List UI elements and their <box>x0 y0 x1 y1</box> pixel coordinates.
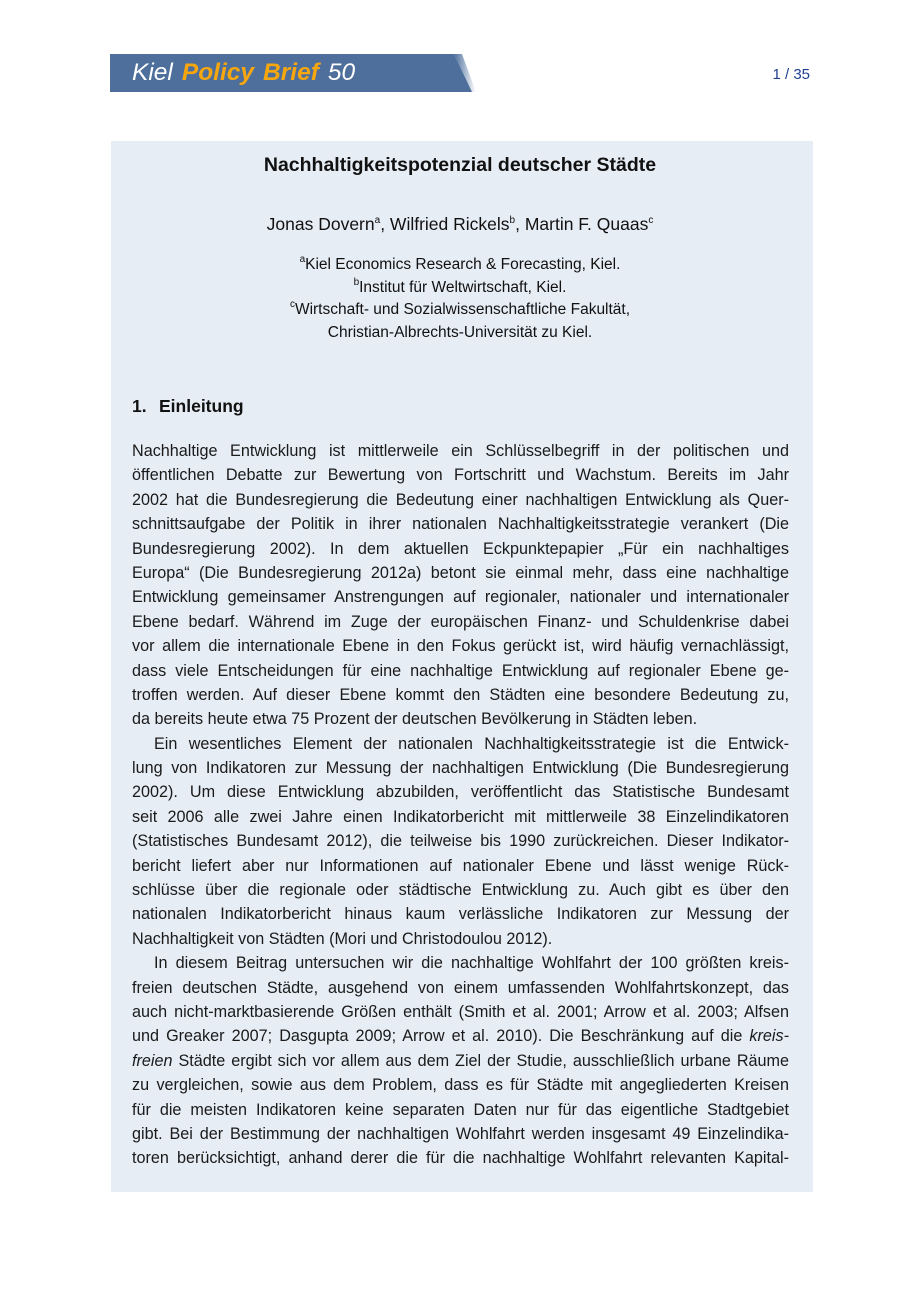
text-line: für die meisten Indikatoren keine separaten Daten nur für das eigentliche Stadtgebiet <box>132 1100 789 1119</box>
text-line: Europa“ (Die Bundesregierung 2012a) betont sie einmal mehr, dass eine nachhaltige <box>132 563 789 582</box>
text-line: Nachhaltige Entwicklung ist mittlerweile ein Schlüsselbegriff in der politischen und <box>132 442 789 460</box>
section-heading <box>132 396 244 417</box>
text-line: da bereits heute etwa 75 Prozent der deutschen Bevölkerung in Städten leben. <box>132 710 698 729</box>
text-line: Nachhaltigkeit von Städten (Mori und Christodoulou 2012). <box>132 929 553 948</box>
page-number: 1 / 35 <box>772 66 810 83</box>
section-number: 1. <box>132 396 147 416</box>
affiliation: Christian-Albrechts-Universität zu Kiel. <box>327 323 593 341</box>
author-separator: , <box>515 214 525 234</box>
text-line: 2002 hat die Bundesregierung die Bedeutung einer nachhaltigen Entwicklung als Quer- <box>132 490 789 509</box>
series-banner <box>110 54 476 92</box>
text-line: schnittsaufgabe der Politik in ihrer nationalen Nachhaltigkeitsstrategie verankert (Die <box>132 515 789 534</box>
affiliation-list <box>0 254 920 344</box>
text-line: 2002). Um diese Entwicklung abzubilden, veröffentlicht das Statistische Bundesamt <box>132 783 789 802</box>
text-line: toren berücksichtigt, anhand derer die für die nachhaltige Wohlfahrt relevanten Kapital- <box>132 1149 789 1168</box>
author-affil-mark: c <box>648 215 654 226</box>
text-line: schlüsse über die regionale oder städtische Entwicklung zu. Auch gibt es über den <box>132 881 789 900</box>
banner-issue-number: 50 <box>327 59 356 86</box>
banner-word-policy: Policy <box>181 59 255 86</box>
affiliation: $^a$Kiel Economics Research & Forecasting, Kiel. <box>299 254 621 273</box>
banner-word-kiel: Kiel <box>132 59 173 86</box>
text-line: seit 2006 alle zwei Jahre einen Indikatorbericht mit mittlerweile 38 Einzelindikatoren <box>132 807 789 826</box>
text-line: Bundesregierung 2002). In dem aktuellen Eckpunktepapier „Für ein nachhaltiges <box>132 539 789 558</box>
text-line: (Statistisches Bundesamt 2012), die teilweise bis 1990 zurückreichen. Dieser Indikator- <box>132 832 789 851</box>
author-name: Martin F. Quaas <box>524 214 649 234</box>
text-line: Ebene bedarf. Während im Zuge der europäischen Finanz- und Schuldenkrise dabei <box>132 612 789 631</box>
text-line: freien deutschen Städte, ausgehend von einem umfassenden Wohlfahrtskonzept, das <box>132 978 789 997</box>
banner-word-brief: Brief <box>263 59 319 86</box>
text-line: gibt. Bei der Bestimmung der nachhaltigen Wohlfahrt werden insgesamt 49 Einzelindika- <box>132 1124 789 1143</box>
text-line: Ein wesentliches Element der nationalen Nachhaltigkeitsstrategie ist die Entwick- <box>154 734 789 753</box>
text-line: Entwicklung gemeinsamer Anstrengungen auf regionaler, nationaler und internationaler <box>132 588 789 607</box>
text-line: nationalen Indikatorbericht hinaus kaum verlässliche Indikatoren zur Messung der <box>132 905 789 924</box>
author-list <box>0 214 920 235</box>
text-line: auch nicht-marktbasierende Größen enthält (Smith et al. 2001; Arrow et al. 2003; Alfsen <box>132 1002 789 1021</box>
author-affil-mark: a <box>374 215 381 226</box>
author-name: Wilfried Rickels <box>389 214 510 234</box>
text-line: freien Städte ergibt sich vor allem aus dem Ziel der Studie, ausschließlich urbane Räume <box>132 1051 790 1070</box>
emphasis: kreis- <box>749 1027 789 1046</box>
emphasis: freien <box>132 1051 173 1070</box>
text-line: zu vergleichen, sowie aus dem Problem, dass es für Städte mit angegliederten Kreisen <box>132 1076 789 1095</box>
paper-title: Nachhaltigkeitspotenzial deutscher Städte <box>263 154 657 176</box>
affiliation: $^b$Institut für Weltwirtschaft, Kiel. <box>353 276 567 296</box>
author-name: Jonas Dovern <box>266 214 375 234</box>
text-line: troffen werden. Auf dieser Ebene kommt den Städten eine besondere Bedeutung zu, <box>132 685 789 704</box>
affiliation: $^c$Wirtschaft- und Sozialwissenschaftliche Fakultät, <box>289 299 631 318</box>
text-line: öffentlichen Debatte zur Bewertung von Fortschritt und Wachstum. Bereits im Jahr <box>132 466 789 485</box>
text-line: und Greaker 2007; Dasgupta 2009; Arrow et al. 2010). Die Beschränkung auf die kreis- <box>132 1027 789 1046</box>
text-line: bericht liefert aber nur Informationen auf nationaler Ebene und lässt wenige Rück- <box>132 856 789 875</box>
author-affil-mark: b <box>509 215 516 226</box>
text-line: lung von Indikatoren zur Messung der nachhaltigen Entwicklung (Die Bundesregierung <box>132 759 789 778</box>
text-line: In diesem Beitrag untersuchen wir die nachhaltige Wohlfahrt der 100 größten kreis- <box>154 954 789 973</box>
body-text <box>132 439 789 1171</box>
banner-title <box>132 57 364 89</box>
text-line: dass viele Entscheidungen für eine nachhaltige Entwicklung auf regionaler Ebene ge- <box>132 661 789 680</box>
section-title: Einleitung <box>159 396 244 416</box>
text-line: vor allem die internationale Ebene in den Fokus gerückt ist, wird häufig vernachlässigt, <box>132 637 789 656</box>
author-separator: , <box>380 214 390 234</box>
